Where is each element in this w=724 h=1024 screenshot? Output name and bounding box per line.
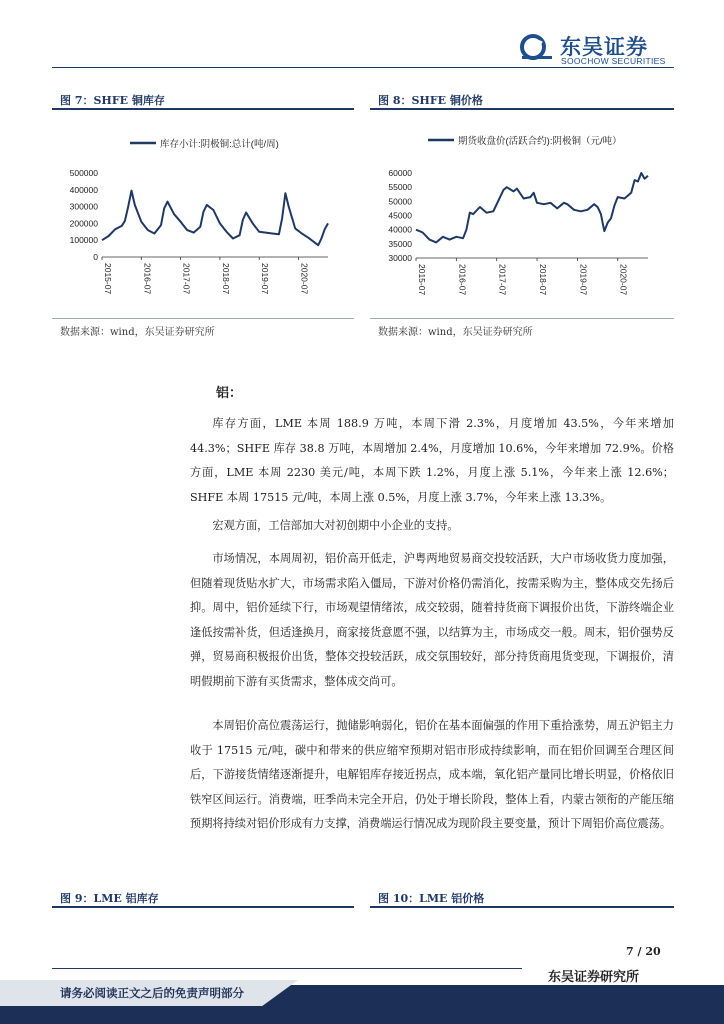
figure-8-source-rule (370, 318, 674, 319)
y-tick-label: 55000 (388, 182, 412, 193)
y-tick-label: 400000 (69, 184, 98, 195)
paragraph-inventory-price (190, 412, 674, 510)
figure-9-rule (52, 906, 354, 908)
company-name-cn: 东吴证券 (560, 35, 648, 59)
legend-label: 期货收盘价(活跃合约):阴极铜（元/吨） (458, 136, 622, 147)
figure-7-rule (52, 108, 354, 110)
x-tick-label: 2018-07 (538, 264, 549, 296)
paragraph-outlook (190, 714, 674, 837)
y-tick-label: 30000 (388, 253, 412, 263)
x-tick-label: 2016-07 (142, 263, 153, 295)
x-tick-label: 2016-07 (457, 264, 468, 296)
paragraph-text: 本周铝价高位震荡运行，抛储影响弱化，铝价在基本面偏强的作用下重拾涨势，周五沪铝主力收于 17515 元/吨，碳中和带来的供应缩窄预期对铝市形成持续影响，而在铝价回调至合理区间后，下游接货情绪逐渐提升，电解铝库存接近拐点，成本端，氧化铝产量同比增长明显，价格依旧铁窄区间运行。消费端，旺季尚未完全开启，仍处于增长阶段，整体上看，内蒙古领衔的产能压缩预期将持续对铝价形成有力支撑，消费端运行情况成为现阶段主要变量，预计下周铝价高位震荡。 (190, 719, 674, 830)
x-tick-label: 2020-07 (618, 264, 629, 296)
shfe-copper-inventory-chart (52, 112, 354, 312)
footer-institute: 东吴证券研究所 (548, 970, 640, 985)
section-title-aluminum: 铝： (216, 386, 243, 401)
page-number: 7 / 20 (626, 945, 661, 958)
x-tick-label: 2019-07 (260, 263, 271, 295)
x-tick-label: 2017-07 (497, 264, 508, 296)
y-tick-label: 50000 (388, 196, 412, 207)
figure-7-source: 数据来源：wind，东吴证券研究所 (60, 327, 215, 338)
y-tick-label: 45000 (388, 210, 412, 221)
shfe-copper-price-chart (370, 112, 674, 312)
figure-8-rule (370, 108, 674, 110)
paragraph-text: 宏观方面，工信部加大对初创期中小企业的支持。 (212, 519, 459, 532)
y-tick-label: 300000 (69, 201, 98, 212)
series-line (102, 191, 328, 246)
x-tick-label: 2019-07 (578, 264, 589, 296)
y-tick-label: 500000 (69, 168, 98, 178)
y-tick-label: 60000 (388, 168, 412, 178)
footer-divider (52, 968, 522, 969)
y-tick-label: 100000 (69, 235, 98, 246)
y-tick-label: 40000 (388, 224, 412, 235)
figure-9-title: 图 9：LME 铝库存 (60, 892, 159, 905)
disclaimer-notice: 请务必阅读正文之后的免责声明部分 (60, 986, 244, 1000)
x-tick-label: 2020-07 (299, 263, 310, 295)
figure-8-title: 图 8：SHFE 铜价格 (378, 94, 483, 107)
paragraph-text: 市场情况，本周周初，铝价高开低走，沪粤两地贸易商交投较活跃，大户市场收货力度加强，但随着现货贴水扩大，市场需求陷入僵局，下游对价格仍需消化，按需采购为主，整体成交先扬后抑。周中，铝价延续下行，市场观望情绪浓，成交较弱，随着持货商下调报价出货，下游终端企业逢低按需补货，但适逢换月，商家接货意愿不强，以结算为主，市场成交一般。周末，铝价强势反弹，贸易商积极报价出货，整体交投较活跃，成交氛围较好，部分持货商甩货变现，下调报价，清明假期前下游有买货需求，整体成交尚可。 (190, 552, 674, 688)
figure-7-source-rule (52, 318, 354, 319)
figure-8-source: 数据来源：wind，东吴证券研究所 (378, 327, 533, 338)
header-divider (52, 67, 674, 68)
figure-10-title: 图 10：LME 铝价格 (378, 892, 485, 905)
legend-label: 库存小计:阴极铜:总计(吨/周) (160, 139, 279, 150)
figure-10-rule (370, 906, 674, 908)
series-line (416, 173, 648, 242)
paragraph-macro (190, 514, 674, 539)
company-name-en: SOOCHOW SECURITIES (561, 56, 666, 66)
x-tick-label: 2018-07 (220, 263, 231, 295)
y-tick-label: 35000 (388, 238, 412, 249)
y-tick-label: 200000 (69, 218, 98, 229)
x-tick-label: 2015-07 (103, 263, 113, 295)
x-tick-label: 2017-07 (181, 263, 192, 295)
figure-7-title: 图 7：SHFE 铜库存 (60, 94, 165, 107)
company-logo-icon (520, 34, 554, 60)
paragraph-text: 库存方面，LME 本周 188.9 万吨，本周下滑 2.3%，月度增加 43.5%，今年来增加 44.3%；SHFE 库存 38.8 万吨，本周增加 2.4%，月度增加 10.6%，今年来增加 72.9%。价格方面，LME 本周 2230 美元/吨，本周下跌 1.2%，月度上涨 5.1%，今年来上涨 12.6%；SHFE 本周 17515 元/吨，本周上涨 0.5%，月度上涨 3.7%，今年来上涨 13.3%。 (190, 417, 674, 504)
x-tick-label: 2015-07 (417, 264, 427, 296)
y-tick-label: 0 (93, 252, 98, 262)
paragraph-market (190, 547, 674, 694)
